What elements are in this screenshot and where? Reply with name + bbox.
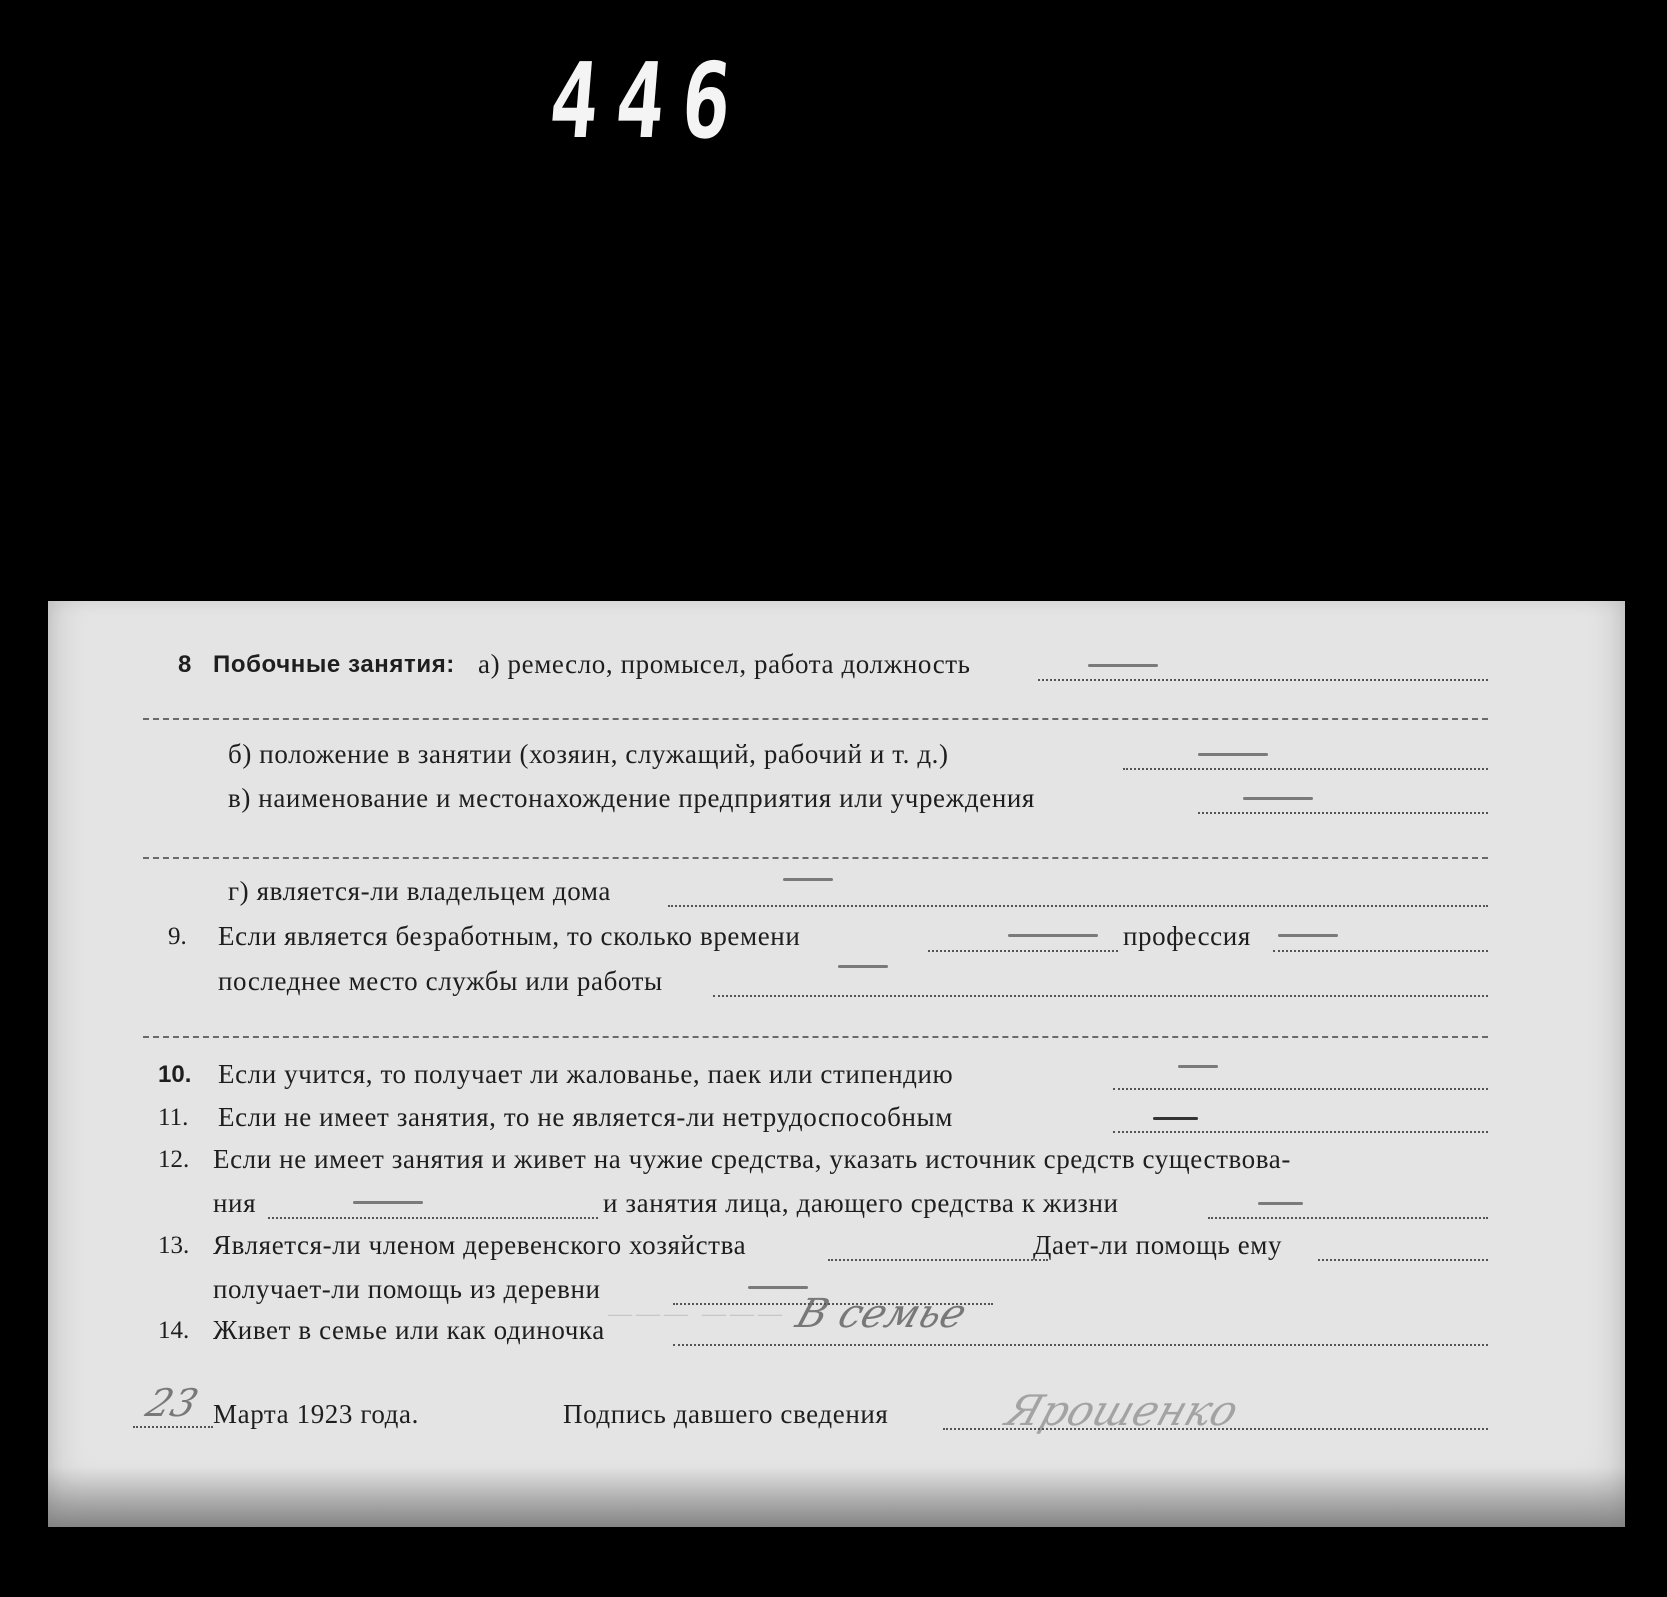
q12-b-text: ния [213,1188,257,1218]
q9-b-answer-line [1273,950,1488,952]
q8-a-continuation-line [143,718,1488,720]
q14-answer-line [673,1344,1488,1346]
folio-number: 446 [544,40,753,162]
date-text: Марта 1923 года. [213,1399,419,1429]
q10-answer-line [1113,1088,1488,1090]
q11-dash [1153,1117,1198,1120]
q13-b-text: Дает-ли помощь ему [1033,1230,1283,1260]
q14-handwritten-answer: В семье [790,1291,973,1337]
q8-b-dash [1198,753,1268,756]
q10-dash [1178,1065,1218,1068]
q12-a-text: Если не имеет занятия и живет на чужие средства, указать источник средств существова- [213,1144,1291,1174]
signature-handwritten: Ярошенко [1000,1386,1245,1435]
date-day-handwritten: 23 [140,1381,204,1425]
q13-c-text: получает-ли помощь из деревни [213,1274,601,1304]
q13-b-answer-line [1318,1259,1488,1261]
q13-number: 13. [158,1232,190,1259]
q12-c-text: и занятия лица, дающего средства к жизни [603,1188,1119,1218]
q9-c-answer-line [713,995,1488,997]
q13-a-answer-line [828,1259,1048,1261]
q8-g-dash [783,878,833,881]
q8-a-answer-line [1038,679,1488,681]
q9-c-dash [838,965,888,968]
q12-number: 12. [158,1146,190,1173]
q13-a-text: Является-ли членом деревенского хозяйства [213,1230,747,1260]
q10-text: Если учится, то получает ли жалованье, паек или стипендию [218,1059,954,1089]
census-form-card [48,601,1625,1527]
q12-c-dash [1258,1202,1303,1205]
q9-a-dash [1008,934,1098,937]
signature-label: Подпись давшего сведения [563,1399,889,1429]
q8-a-dash [1088,664,1158,667]
q8-b-answer-line [1123,768,1488,770]
q8-v-dash [1243,797,1313,800]
q9-c-text: последнее место службы или работы [218,966,663,996]
q8-b-text: б) положение в занятии (хозяин, служащий, рабочий и т. д.) [228,739,949,769]
q9-a-answer-line [928,950,1118,952]
q11-number: 11. [158,1104,189,1131]
q12-b-answer-line [268,1217,598,1219]
q8-a-text: а) ремесло, промысел, работа должность [478,649,971,679]
q12-c-answer-line [1208,1217,1488,1219]
q11-answer-line [1113,1131,1488,1133]
q14-number: 14. [158,1317,190,1344]
date-day-line [133,1426,213,1428]
q11-text: Если не имеет занятия, то не является-ли нетрудоспособным [218,1102,953,1132]
bleed-through-mark: ——— ——— [608,1301,786,1327]
q9-a-text: Если является безработным, то сколько времени [218,921,801,951]
q8-v-continuation-line [143,857,1488,859]
q10-number: 10. [158,1061,192,1088]
q9-number: 9. [168,923,187,950]
q8-label: Побочные занятия: [213,651,455,678]
q8-v-text: в) наименование и местонахождение предприятия или учреждения [228,783,1035,813]
q8-v-answer-line [1198,812,1488,814]
q13-c-dash [748,1286,808,1289]
q8-g-answer-line [668,905,1488,907]
q12-b-dash [353,1201,423,1204]
q14-text: Живет в семье или как одиночка [213,1315,605,1345]
q9-b-text: профессия [1123,921,1251,951]
q8-g-text: г) является-ли владельцем дома [228,876,611,906]
q9-c-continuation-line [143,1036,1488,1038]
q8-number: 8 [178,651,192,678]
q9-b-dash [1278,934,1338,937]
